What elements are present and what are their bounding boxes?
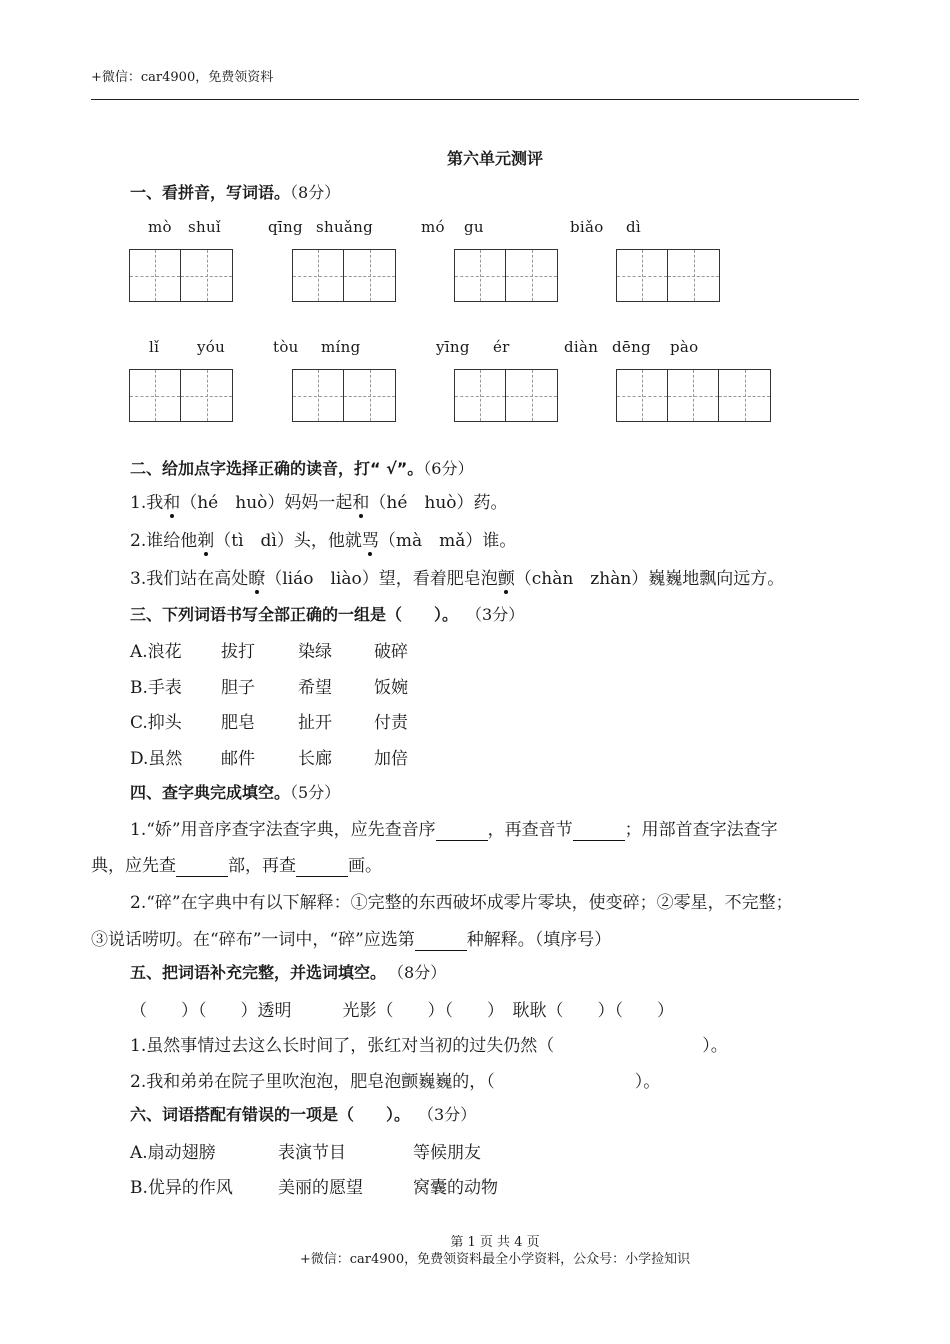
q6-heading xyxy=(130,1102,476,1125)
text: （hé huò）妈妈一起 xyxy=(180,493,353,513)
text: 典，应先查 xyxy=(91,856,176,876)
text: 画。 xyxy=(348,856,382,876)
option-word: 等候朋友 xyxy=(413,1143,481,1163)
q4-line-4 xyxy=(91,925,611,951)
q5-heading xyxy=(130,960,446,983)
q4-line-3: 2.“碎”在字典中有以下解释：①完整的东西破坏成零片零块，使变碎；②零星，不完整； xyxy=(130,893,793,913)
option-word: 扯开 xyxy=(298,713,332,733)
option-label[interactable]: D.虽然 xyxy=(130,749,183,769)
writing-grid[interactable] xyxy=(129,249,233,302)
dotted-char: 颤 xyxy=(498,564,515,589)
pinyin: mó xyxy=(421,218,445,236)
fill-blank[interactable] xyxy=(436,820,488,841)
option-word: 破碎 xyxy=(374,642,408,662)
option-word: 染绿 xyxy=(298,642,332,662)
text: 1.我 xyxy=(130,493,164,513)
option-word: 加倍 xyxy=(374,749,408,769)
option-word: 窝囊的动物 xyxy=(413,1178,498,1198)
pinyin: tòu xyxy=(273,338,299,356)
header-note: +微信：car4900，免费领资料 xyxy=(91,70,274,85)
option-label[interactable]: B.优异的作风 xyxy=(130,1178,233,1198)
dotted-char: 瞭 xyxy=(248,564,265,589)
pinyin: lǐ xyxy=(149,338,160,356)
option-label[interactable]: B.手表 xyxy=(130,678,182,698)
q2-item-1 xyxy=(130,488,508,513)
q2-item-3 xyxy=(130,564,784,589)
writing-grid[interactable] xyxy=(454,249,558,302)
pinyin: gu xyxy=(464,218,484,236)
q4-line-2 xyxy=(91,851,382,877)
text: （tì dì）头，他就 xyxy=(214,531,362,551)
text: 2.谁给他 xyxy=(130,531,198,551)
dotted-char: 骂 xyxy=(362,526,379,551)
q2-heading-text: 二、给加点字选择正确的读音，打“ √”。 xyxy=(130,459,424,478)
option-label[interactable]: A.浪花 xyxy=(130,642,182,662)
dotted-char: 和 xyxy=(163,488,180,513)
text: （chàn zhàn）巍巍地飘向远方。 xyxy=(514,569,785,589)
answer-space[interactable] xyxy=(495,1072,635,1092)
text: 2.我和弟弟在院子里吹泡泡，肥皂泡颤巍巍的，（ xyxy=(130,1072,495,1092)
pinyin: dì xyxy=(626,218,641,236)
text: ，再查音节 xyxy=(487,820,573,840)
q3-points: （3分） xyxy=(474,605,525,624)
fill-blank[interactable] xyxy=(415,930,467,951)
text: ）。 xyxy=(634,1072,661,1092)
q1-heading-text: 一、看拼音，写词语。 xyxy=(130,183,291,202)
q2-item-2 xyxy=(130,526,516,551)
text: 3.我们站在高处 xyxy=(130,569,249,589)
fill-blank[interactable] xyxy=(296,856,348,877)
text: （mà mǎ）谁。 xyxy=(378,531,517,551)
text: 1.“娇”用音序查字法查字典，应先查音序 xyxy=(130,820,436,840)
q3-heading xyxy=(130,602,524,625)
option-word: 美丽的愿望 xyxy=(278,1178,363,1198)
q1-points: （8分） xyxy=(290,183,341,202)
footer-note: +微信：car4900，免费领资料最全小学资料，公众号：小学捡知识 xyxy=(299,1252,691,1267)
q2-heading xyxy=(130,456,473,479)
text: 1.虽然事情过去这么长时间了，张红对当初的过失仍然（ xyxy=(130,1036,555,1056)
pinyin: biǎo xyxy=(570,218,604,236)
answer-space[interactable] xyxy=(554,1036,702,1056)
option-word: 拔打 xyxy=(221,642,255,662)
q4-heading-text: 四、查字典完成填空。 xyxy=(130,783,291,802)
fill-blank[interactable] xyxy=(176,856,228,877)
writing-grid[interactable] xyxy=(292,369,396,422)
option-word: 胆子 xyxy=(221,678,255,698)
q6-points: （3分） xyxy=(426,1105,477,1124)
pinyin: yóu xyxy=(197,338,226,356)
option-word: 希望 xyxy=(298,678,332,698)
writing-grid[interactable] xyxy=(129,369,233,422)
writing-grid[interactable] xyxy=(616,369,771,422)
writing-grid[interactable] xyxy=(454,369,558,422)
q5-sentence-2 xyxy=(130,1067,660,1092)
pinyin: shuǐ xyxy=(188,218,222,236)
text: ；用部首查字法查字 xyxy=(624,820,778,840)
q4-heading xyxy=(130,780,340,803)
text: （liáo liào）望，看着肥皂泡 xyxy=(265,569,498,589)
pinyin: dēng xyxy=(612,338,651,356)
pinyin: yīng xyxy=(436,338,470,356)
pinyin: qīng xyxy=(268,218,303,236)
text: 部，再查 xyxy=(228,856,296,876)
text: ③说话唠叨。在“碎布”一词中，“碎”应选第 xyxy=(91,930,415,950)
dotted-char: 和 xyxy=(352,488,369,513)
option-word: 表演节目 xyxy=(278,1143,346,1163)
text: ）。 xyxy=(702,1036,728,1056)
pinyin: mò xyxy=(148,218,172,236)
q5-word-blanks[interactable]: （ ）（ ）透明 光影（ ）（ ） 耿耿（ ）（ ） xyxy=(130,1001,674,1021)
q5-points: （8分） xyxy=(396,963,447,982)
q5-heading-text: 五、把词语补充完整，并选词填空。 xyxy=(130,963,387,982)
q1-heading xyxy=(130,180,340,203)
pinyin: pào xyxy=(670,338,699,356)
pinyin: ér xyxy=(493,338,510,356)
option-word: 饭婉 xyxy=(374,678,408,698)
pinyin: diàn xyxy=(564,338,599,356)
option-word: 长廊 xyxy=(298,749,332,769)
q2-points: （6分） xyxy=(423,459,474,478)
option-label[interactable]: A.扇动翅膀 xyxy=(130,1143,216,1163)
pinyin: míng xyxy=(321,338,361,356)
dotted-char: 剃 xyxy=(197,526,214,551)
text: 种解释。（填序号） xyxy=(466,930,612,950)
header-rule xyxy=(91,99,859,100)
option-word: 付责 xyxy=(374,713,408,733)
writing-grid[interactable] xyxy=(292,249,396,302)
page-title: 第六单元测评 xyxy=(446,149,543,168)
q4-line-1 xyxy=(130,815,778,841)
page-number: 第 1 页 共 4 页 xyxy=(450,1235,540,1250)
q4-points: （5分） xyxy=(290,783,341,802)
q5-sentence-1 xyxy=(130,1031,728,1056)
option-word: 肥皂 xyxy=(221,713,255,733)
pinyin: shuǎng xyxy=(316,218,374,236)
q6-heading-text: 六、词语搭配有错误的一项是（ ）。 xyxy=(130,1105,411,1124)
option-word: 邮件 xyxy=(221,749,255,769)
option-label[interactable]: C.抑头 xyxy=(130,713,182,733)
fill-blank[interactable] xyxy=(573,820,625,841)
writing-grid[interactable] xyxy=(616,249,720,302)
q3-heading-text: 三、下列词语书写全部正确的一组是（ ）。 xyxy=(130,605,459,624)
text: （hé huò）药。 xyxy=(369,493,508,513)
